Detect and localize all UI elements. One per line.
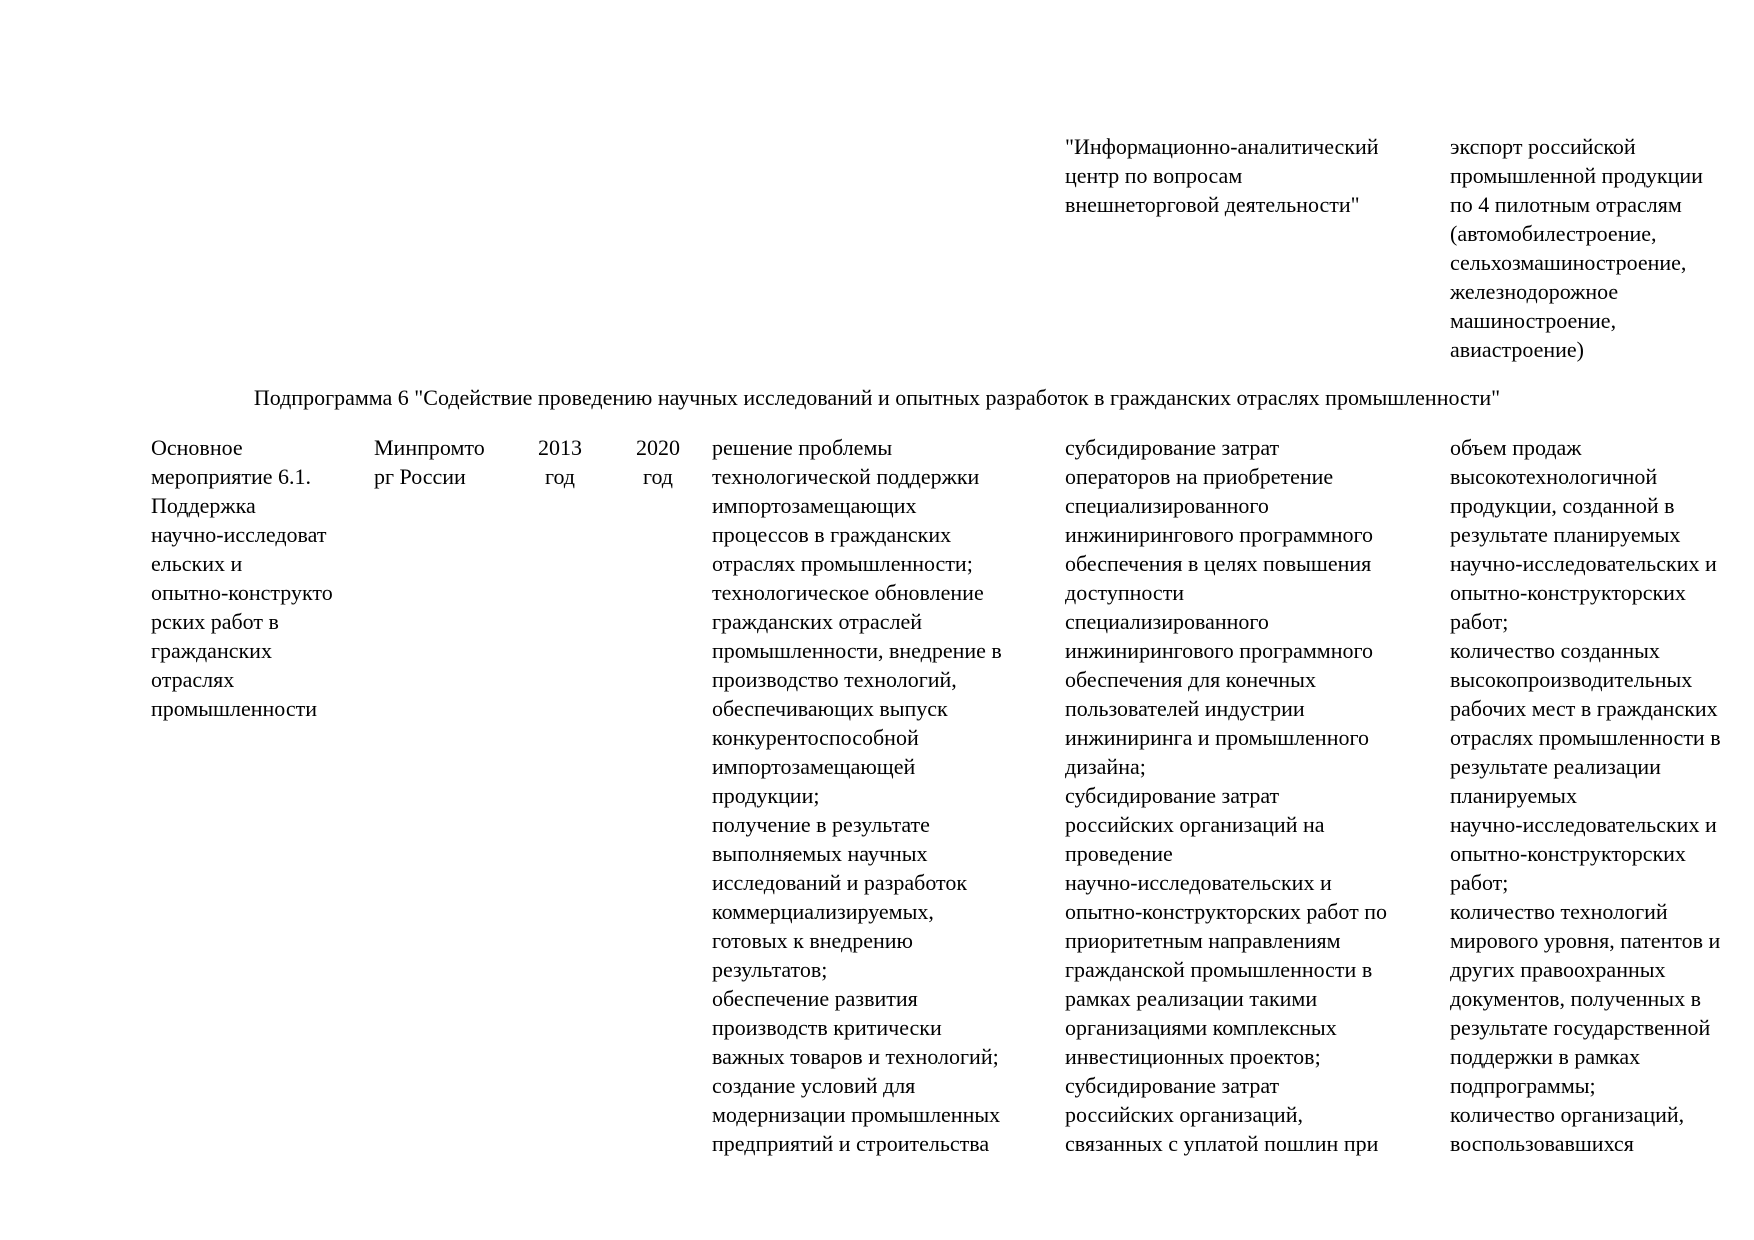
end-year-cell: 2020 год xyxy=(636,435,680,489)
top-indicator-text: экспорт российской промышленной продукции по 4 пилотным отраслям (автомобилестроение, сельхозмашиностроение, железнодорожное машиностроение, авиастроение) xyxy=(1450,134,1703,362)
top-executor-text: "Информационно-аналитический центр по вопросам внешнеторговой деятельности" xyxy=(1065,134,1379,217)
measure-name-cell: Основное мероприятие 6.1. Поддержка научно-исследоват ельских и опытно-конструкто рских работ в гражданских отраслях промышленности xyxy=(151,435,333,721)
expected-results-cell: решение проблемы технологической поддержки импортозамещающих процессов в гражданских отраслях промышленности; технологическое обновление гражданских отраслей промышленности, внедрение в производство технологий, обеспечивающих выпуск конкурентоспособной импортозамещающей продукции; получение в результате выполняемых научных исследований и разработок коммерциализируемых, готовых к внедрению результатов; обеспечение развития производств критически важных товаров и технологий; создание условий для модернизации промышленных предприятий и строительства xyxy=(712,435,1002,1156)
indicators-cell: объем продаж высокотехнологичной продукции, созданной в результате планируемых научно-исследовательских и опытно-конструкторских работ; количество созданных высокопроизводительных рабочих мест в гражданских отраслях промышленности в результате реализации планируемых научно-исследовательских и опытно-конструкторских работ; количество технологий мирового уровня, патентов и других правоохранных документов, полученных в результате государственной поддержки в рамках подпрограммы; количество организаций, воспользовавшихся xyxy=(1450,435,1721,1156)
subprogram-title: Подпрограмма 6 "Содействие проведению научных исследований и опытных разработок в гражданских отраслях промышленности" xyxy=(253,385,1501,410)
responsible-cell: Минпромто рг России xyxy=(374,435,485,489)
start-year-cell: 2013 год xyxy=(538,435,582,489)
measures-cell: субсидирование затрат операторов на приобретение специализированного инжинирингового программного обеспечения в целях повышения доступности специализированного инжинирингового программного обеспечения для конечных пользователей индустрии инжиниринга и промышленного дизайна; субсидирование затрат российских организаций на проведение научно-исследовательских и опытно-конструкторских работ по приоритетным направлениям гражданской промышленности в рамках реализации такими организациями комплексных инвестиционных проектов; субсидирование затрат российских организаций, связанных с уплатой пошлин при xyxy=(1065,435,1387,1156)
